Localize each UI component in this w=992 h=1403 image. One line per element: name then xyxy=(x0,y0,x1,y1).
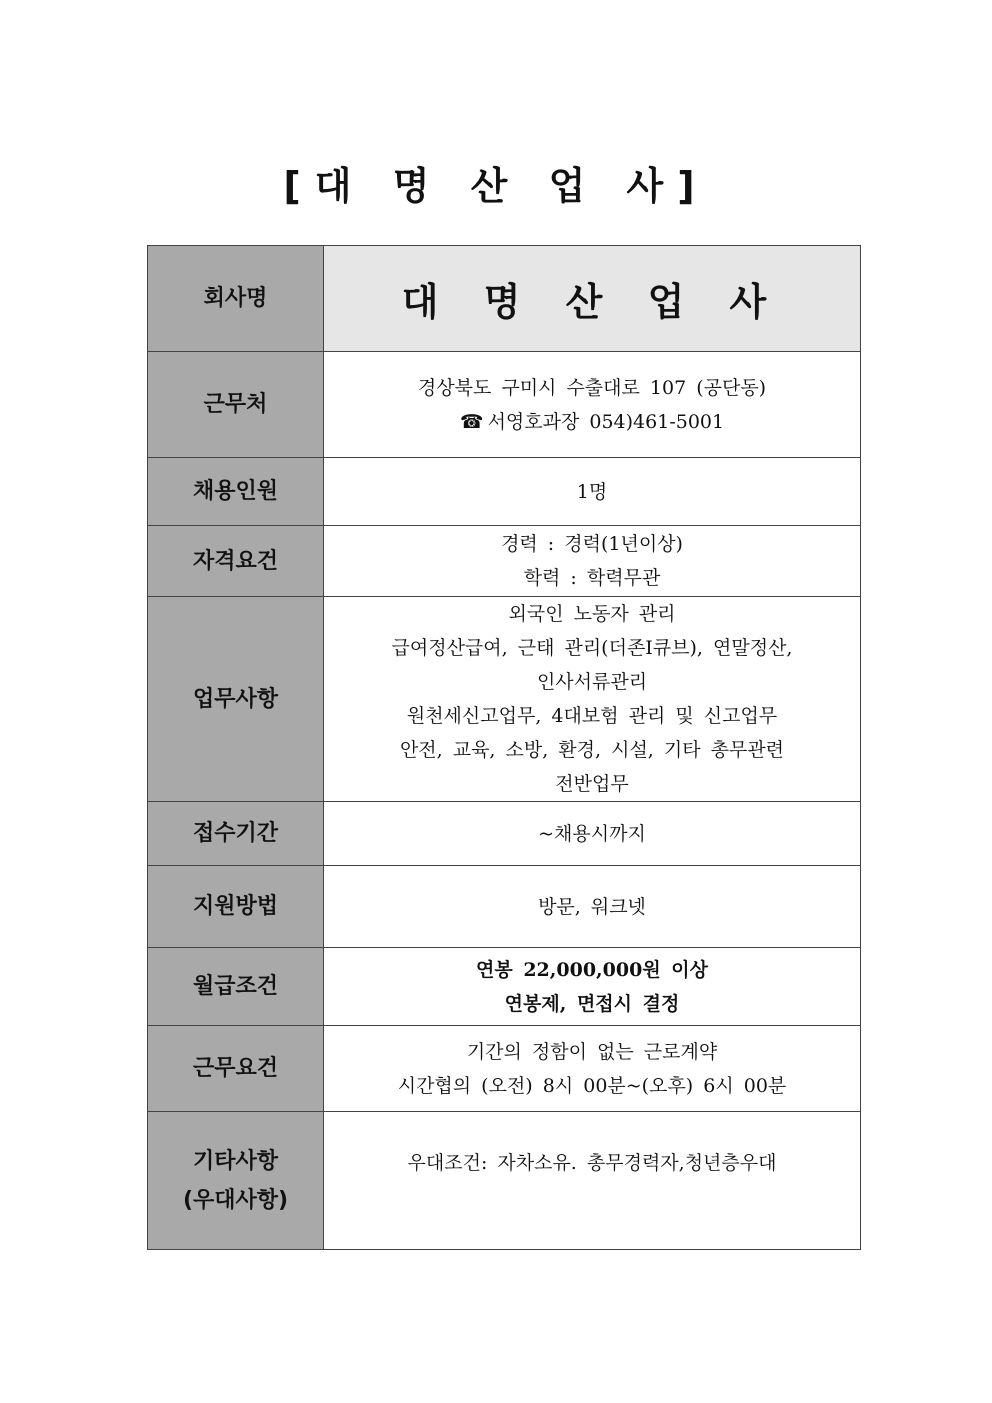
row-method xyxy=(148,866,861,948)
duties-value xyxy=(324,597,861,802)
salary-amount: 연봉 22,000,000원 이상 xyxy=(476,958,708,981)
label-period: 접수기간 xyxy=(148,802,324,866)
label-company: 회사명 xyxy=(148,246,324,352)
method-value: 방문, 워크넷 xyxy=(324,866,861,948)
row-duties xyxy=(148,597,861,802)
headcount-value: 1명 xyxy=(324,458,861,526)
label-duties: 업무사항 xyxy=(148,597,324,802)
qualification-value xyxy=(324,526,861,597)
conditions-value xyxy=(324,1026,861,1112)
row-conditions xyxy=(148,1026,861,1112)
conditions-hours: 시간협의 (오전) 8시 00분~(오후) 6시 00분 xyxy=(397,1074,787,1097)
etc-value: 우대조건: 자차소유. 총무경력자,청년층우대 xyxy=(324,1112,861,1250)
label-conditions: 근무요건 xyxy=(148,1026,324,1112)
period-value: ~채용시까지 xyxy=(324,802,861,866)
label-workplace: 근무처 xyxy=(148,352,324,458)
label-salary: 월급조건 xyxy=(148,948,324,1026)
salary-note: 연봉제, 면접시 결정 xyxy=(504,992,680,1015)
label-method: 지원방법 xyxy=(148,866,324,948)
workplace-value xyxy=(324,352,861,458)
duties-line: 전반업무 xyxy=(555,773,629,795)
label-qualification: 자격요건 xyxy=(148,526,324,597)
row-workplace xyxy=(148,352,861,458)
row-qualification xyxy=(148,526,861,597)
label-etc-line2: (우대사항) xyxy=(182,1187,289,1213)
label-etc xyxy=(148,1112,324,1250)
row-company xyxy=(148,246,861,352)
qualification-career: 경력 : 경력(1년이상) xyxy=(501,533,683,555)
duties-line: 안전, 교육, 소방, 환경, 시설, 기타 총무관련 xyxy=(399,739,785,761)
qualification-education: 학력 : 학력무관 xyxy=(523,567,661,589)
row-headcount xyxy=(148,458,861,526)
document-title: [대 명 산 업 사] xyxy=(283,164,709,208)
duties-line: 원천세신고업무, 4대보험 관리 및 신고업무 xyxy=(406,705,778,727)
duties-line: 외국인 노동자 관리 xyxy=(508,603,676,625)
salary-value xyxy=(324,948,861,1026)
conditions-contract: 기간의 정함이 없는 근로계약 xyxy=(466,1040,718,1063)
company-name: 대 명 산 업 사 xyxy=(324,246,861,352)
job-info-table xyxy=(147,245,861,1250)
workplace-address: 경상북도 구미시 수출대로 107 (공단동) xyxy=(417,376,767,399)
label-etc-line1: 기타사항 xyxy=(192,1148,278,1174)
telephone-icon: ☎ xyxy=(459,410,484,433)
duties-line: 급여정산급여, 근태 관리(더존I큐브), 연말정산, xyxy=(391,637,793,659)
row-period xyxy=(148,802,861,866)
row-salary xyxy=(148,948,861,1026)
duties-line: 인사서류관리 xyxy=(536,671,648,693)
workplace-contact: 서영호과장 054)461-5001 xyxy=(487,410,725,433)
label-headcount: 채용인원 xyxy=(148,458,324,526)
row-etc xyxy=(148,1112,861,1250)
workplace-contact-line xyxy=(324,405,860,439)
